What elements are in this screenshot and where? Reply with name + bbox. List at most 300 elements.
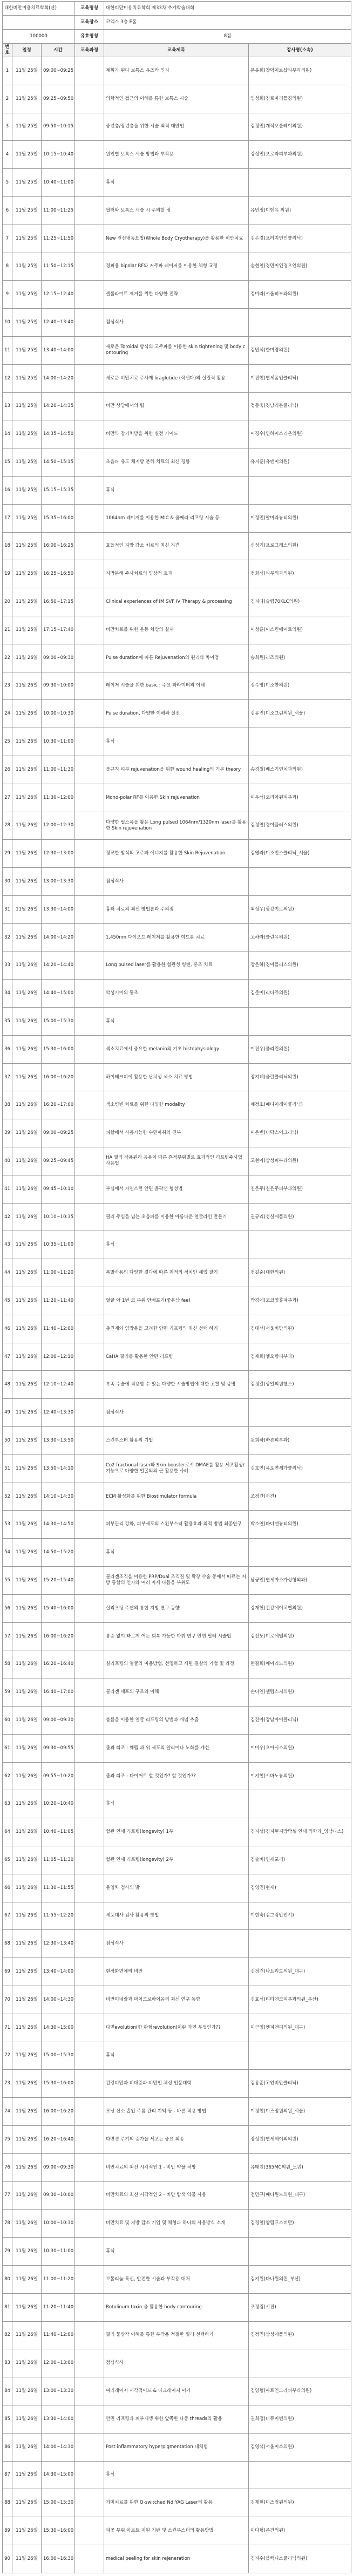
row-course <box>75 1147 104 1175</box>
row-number: 59 <box>3 1678 12 1707</box>
row-time: 12:00~12:30 <box>42 812 75 840</box>
row-subject: medical peeling for skin rejeneration <box>104 2545 249 2573</box>
row-time: 14:20~14:35 <box>42 392 75 420</box>
row-subject: 충진제와 임방용을 고려한 안면 리프팅의 최신 선택 하기 <box>104 1315 249 1343</box>
row-course <box>75 2238 104 2266</box>
row-subject: 콜라겐 세포의 구조와 이해 <box>104 1678 249 1707</box>
row-course <box>75 448 104 477</box>
row-subject: 여러레이저 시각적이드 & 다크레이저 이거 <box>104 2377 249 2405</box>
row-date: 11월 26일 <box>12 2433 42 2461</box>
row-number: 44 <box>3 1259 12 1287</box>
row-subject: 점심식사 <box>104 309 249 337</box>
row-number: 8 <box>3 253 12 281</box>
row-instructor: 이근영(엔피앤피의원_대구) <box>249 2014 351 2042</box>
row-number: 34 <box>3 980 12 1008</box>
row-subject: 줄과 퇴조 - 다이어트 할 것인가? 할 것인가?? <box>104 1762 249 1790</box>
row-date: 11월 26일 <box>12 2238 42 2266</box>
table-row <box>3 1008 351 1036</box>
table-row <box>3 2321 351 2349</box>
row-course <box>75 1846 104 1874</box>
row-instructor <box>249 1930 351 1958</box>
row-subject: 보톨리눔 톡신, 안전한 시술과 부작용 대처 <box>104 2265 249 2293</box>
row-time: 11:30~12:00 <box>42 784 75 812</box>
row-time: 14:30~15:00 <box>42 2014 75 2042</box>
row-instructor: 김지원(다나원의원_부산) <box>249 2265 351 2293</box>
row-course <box>75 1399 104 1427</box>
table-row <box>3 85 351 113</box>
row-instructor <box>249 476 351 504</box>
row-time: 14:00~14:20 <box>42 364 75 392</box>
row-course <box>75 1678 104 1707</box>
row-time: 10:15~10:40 <box>42 141 75 169</box>
row-course <box>75 2153 104 2181</box>
row-number: 27 <box>3 784 12 812</box>
row-instructor: 권희정(더듀이빈의원) <box>249 2405 351 2433</box>
row-time: 09:50~10:15 <box>42 113 75 141</box>
row-subject: 휴식 <box>104 476 249 504</box>
row-course <box>75 253 104 281</box>
row-time: 16:00~16:20 <box>42 1622 75 1650</box>
row-instructor: 김재희(엘오탕피부과) <box>249 1343 351 1371</box>
row-instructor: 김재현(미즈정원의원) <box>249 2489 351 2517</box>
row-date: 11월 26일 <box>12 2349 42 2377</box>
course-name-value: 대한비만미용치료학회 제33차 추계학술대회 <box>104 2 351 16</box>
row-number: 45 <box>3 1287 12 1315</box>
row-instructor: 장성원(연세제이외의원) <box>249 2125 351 2153</box>
row-instructor <box>249 1008 351 1036</box>
row-date: 11월 26일 <box>12 756 42 784</box>
row-subject: 색소병변 치료를 위한 다양한 modality <box>104 1091 249 1119</box>
table-row <box>3 1622 351 1650</box>
row-course <box>75 1650 104 1678</box>
row-time: 15:00~15:30 <box>42 2042 75 2070</box>
row-subject: 스킨부스터 활용의 기법 <box>104 1427 249 1455</box>
row-time: 10:10~10:35 <box>42 1203 75 1231</box>
row-instructor: 김정갈(상일의원헬스) <box>249 1371 351 1399</box>
row-instructor: 이정현(미즈정원의원_서울) <box>249 2098 351 2126</box>
table-row <box>3 1539 351 1567</box>
fee-value: 100000 <box>3 30 75 44</box>
row-course <box>75 2265 104 2293</box>
row-course <box>75 420 104 448</box>
row-time: 10:30~11:00 <box>42 2238 75 2266</box>
row-subject: 볼륨을 이용한 얼굴 리프팅의 방법과 개념 추출 <box>104 1707 249 1735</box>
course-info-table <box>2 1 351 2573</box>
table-row <box>3 2265 351 2293</box>
table-row <box>3 2098 351 2126</box>
row-time: 09:25~09:50 <box>42 85 75 113</box>
table-row <box>3 1203 351 1231</box>
row-date: 11월 26일 <box>12 672 42 700</box>
row-instructor: 김정민(삼성애플의원) <box>249 2321 351 2349</box>
row-date: 11월 25일 <box>12 85 42 113</box>
row-instructor: 김양형(아트인그라피부과의원) <box>249 2377 351 2405</box>
row-date: 11월 26일 <box>12 1454 42 1483</box>
table-row <box>3 1454 351 1483</box>
row-time: 16:20~17:00 <box>42 1091 75 1119</box>
row-course <box>75 309 104 337</box>
table-row <box>3 868 351 896</box>
row-number: 13 <box>3 392 12 420</box>
table-row <box>3 644 351 672</box>
table-row <box>3 1930 351 1958</box>
row-instructor: 김태선(서울비만의원) <box>249 1315 351 1343</box>
row-date: 11월 26일 <box>12 1539 42 1567</box>
row-subject: 휴식 <box>104 169 249 197</box>
row-date: 11월 26일 <box>12 728 42 756</box>
row-instructor: 송경철(베스기연치과의원) <box>249 756 351 784</box>
row-number: 17 <box>3 504 12 532</box>
row-time: 12:10~12:40 <box>42 1371 75 1399</box>
row-date: 11월 26일 <box>12 2098 42 2126</box>
row-subject: 콜라겐조직을 이용한 PRP/Dual 조직결 및 확장 수술 중에서 따르는 지방 통합의 인자와 여러 자세 다듬을 부위도 <box>104 1567 249 1595</box>
row-time: 09:00~09:30 <box>42 644 75 672</box>
col-header-instructor: 강사명(소속) <box>249 44 351 57</box>
row-course <box>75 1762 104 1790</box>
table-row <box>3 1567 351 1595</box>
row-number: 56 <box>3 1594 12 1622</box>
row-course <box>75 2517 104 2545</box>
row-instructor: 장은하(경이플러스의원) <box>249 951 351 980</box>
row-number: 48 <box>3 1371 12 1399</box>
row-instructor: 이다형(은건의원) <box>249 2517 351 2545</box>
row-instructor: 김정연(경이플러스의원) <box>249 812 351 840</box>
row-date: 11월 25일 <box>12 253 42 281</box>
row-course <box>75 392 104 420</box>
row-instructor <box>249 1399 351 1427</box>
row-number: 62 <box>3 1762 12 1790</box>
row-number: 38 <box>3 1091 12 1119</box>
row-time: 10:00~10:30 <box>42 700 75 728</box>
row-subject: 비만치료의 최신 시각적인 2 - 비만 탐색 약물 사용 <box>104 2181 249 2210</box>
row-subject: 휴식 <box>104 1790 249 1818</box>
row-subject: 필러와 보톡스 시술 시 주의할 점 <box>104 196 249 225</box>
table-row <box>3 2489 351 2517</box>
row-subject: 혈관 연세 리프팅(longevity) 1부 <box>104 1818 249 1846</box>
row-instructor: 정회석(피부외과의원) <box>249 560 351 588</box>
row-date: 11월 25일 <box>12 336 42 364</box>
row-number: 52 <box>3 1483 12 1511</box>
table-row <box>3 616 351 644</box>
row-instructor: 이은빈(더닥스이크리닉) <box>249 1119 351 1147</box>
row-date: 11월 26일 <box>12 868 42 896</box>
row-instructor: 전민규(메디원드의원_대구) <box>249 2181 351 2210</box>
row-time: 14:00~14:30 <box>42 2433 75 2461</box>
row-subject: 점심식사 <box>104 1399 249 1427</box>
row-date: 11월 25일 <box>12 281 42 309</box>
row-time: 14:10~14:30 <box>42 1483 75 1511</box>
row-instructor: 전길순(대한의원) <box>249 1259 351 1287</box>
row-time: 11:20~11:40 <box>42 1287 75 1315</box>
row-number: 55 <box>3 1567 12 1595</box>
row-subject: 휴식 <box>104 1008 249 1036</box>
row-number: 2 <box>3 85 12 113</box>
row-number: 84 <box>3 2377 12 2405</box>
row-subject: 부족 수술에 적용할 수 있는 다양한 시술방법에 대한 고찰 및 증명 <box>104 1371 249 1399</box>
row-date: 11월 26일 <box>12 1650 42 1678</box>
table-row <box>3 113 351 141</box>
row-instructor: 이경수(인하이스리온의원) <box>249 420 351 448</box>
row-subject: 폭발사용의 다양한 결과에 따른 최적의 적치안 쉐업 잘기 <box>104 1259 249 1287</box>
row-course <box>75 1035 104 1063</box>
row-number: 66 <box>3 1874 12 1902</box>
row-number: 68 <box>3 1930 12 1958</box>
row-instructor: 박경애(코코영휴파부과) <box>249 1287 351 1315</box>
row-time: 14:50~15:15 <box>42 448 75 477</box>
row-number: 71 <box>3 2014 12 2042</box>
row-instructor: 유태원(365MC의원_노원) <box>249 2153 351 2181</box>
row-time: 10:35~11:00 <box>42 1231 75 1259</box>
row-number: 61 <box>3 1734 12 1762</box>
row-course <box>75 364 104 392</box>
table-row <box>3 2238 351 2266</box>
row-instructor: 최성우(삼강미르의원) <box>249 895 351 923</box>
row-time: 15:15~15:35 <box>42 476 75 504</box>
row-time: 09:25~09:45 <box>42 1147 75 1175</box>
row-subject: 중년층/장년층을 위한 시술 최적 대안인 <box>104 113 249 141</box>
table-row <box>3 2070 351 2098</box>
row-date: 11월 26일 <box>12 1371 42 1399</box>
row-number: 51 <box>3 1454 12 1483</box>
row-date: 11월 26일 <box>12 1175 42 1203</box>
row-number: 83 <box>3 2349 12 2377</box>
row-time: 14:30~15:00 <box>42 2461 75 2489</box>
row-number: 21 <box>3 616 12 644</box>
table-row <box>3 1231 351 1259</box>
row-time: 13:30~14:00 <box>42 895 75 923</box>
row-subject: 다면evolution(한 판형revolution)이란 과연 무엇인가?? <box>104 2014 249 2042</box>
row-course <box>75 57 104 85</box>
row-time: 12:00~12:10 <box>42 1343 75 1371</box>
row-date: 11월 25일 <box>12 532 42 560</box>
row-date: 11월 25일 <box>12 57 42 85</box>
row-subject: 통증 없이 빠르게 어는 회복 가능한 마취 연구 안면 필러 시술법 <box>104 1622 249 1650</box>
table-row <box>3 1902 351 1930</box>
row-date: 11월 26일 <box>12 980 42 1008</box>
table-row <box>3 1986 351 2014</box>
row-course <box>75 728 104 756</box>
row-course <box>75 2405 104 2433</box>
row-course <box>75 812 104 840</box>
row-date: 11월 26일 <box>12 1231 42 1259</box>
row-time: 12:15~12:40 <box>42 281 75 309</box>
table-row <box>3 253 351 281</box>
row-time: 15:30~16:00 <box>42 2070 75 2098</box>
row-course <box>75 2433 104 2461</box>
row-date: 11월 26일 <box>12 923 42 951</box>
row-date: 11월 25일 <box>12 476 42 504</box>
row-date: 11월 26일 <box>12 1734 42 1762</box>
row-date: 11월 26일 <box>12 2181 42 2210</box>
row-time: 11:00~11:20 <box>42 1259 75 1287</box>
row-subject: Post inflammatory hyperpigmentation 대처법 <box>104 2433 249 2461</box>
row-number: 81 <box>3 2293 12 2321</box>
row-time: 11:55~12:20 <box>42 1902 75 1930</box>
row-number: 86 <box>3 2433 12 2461</box>
row-time: 16:00~16:25 <box>42 532 75 560</box>
row-instructor: 김지성(김지현지방박셀 연세 의학과_영남나스) <box>249 1818 351 1846</box>
row-course <box>75 281 104 309</box>
row-subject: 피곳 부위 아르트 지원 기반 및 스킨부스터의 활용방법 <box>104 2517 249 2545</box>
table-row <box>3 2377 351 2405</box>
table-row <box>3 1035 351 1063</box>
row-subject: 효율적인 지방 감소 치료의 최신 지견 <box>104 532 249 560</box>
table-row <box>3 392 351 420</box>
row-date: 11월 26일 <box>12 2014 42 2042</box>
row-course <box>75 141 104 169</box>
row-time: 11:05~11:30 <box>42 1846 75 1874</box>
table-row <box>3 169 351 197</box>
row-number: 90 <box>3 2545 12 2573</box>
row-instructor: 이우석(코리아원피부과) <box>249 784 351 812</box>
row-course <box>75 1594 104 1622</box>
row-subject: 필러 물상작 이해를 통한 부작용 적절한 필러 선택하기 <box>104 2321 249 2349</box>
row-date: 11월 26일 <box>12 2489 42 2517</box>
row-date: 11월 26일 <box>12 1203 42 1231</box>
table-row <box>3 1762 351 1790</box>
row-number: 60 <box>3 1707 12 1735</box>
table-row <box>3 532 351 560</box>
row-number: 70 <box>3 1986 12 2014</box>
row-date: 11월 26일 <box>12 1762 42 1790</box>
location-label: 교육장소 <box>75 16 104 30</box>
table-row <box>3 1287 351 1315</box>
row-instructor: 임성희(진료마리틀경의원) <box>249 85 351 113</box>
row-number: 36 <box>3 1035 12 1063</box>
row-time: 13:40~14:00 <box>42 336 75 364</box>
table-row <box>3 812 351 840</box>
row-time: 09:30~10:00 <box>42 2181 75 2210</box>
row-date: 11월 26일 <box>12 1958 42 1986</box>
row-instructor: 김영라(미소빈스클리닉_서울) <box>249 840 351 868</box>
row-number: 19 <box>3 560 12 588</box>
row-course <box>75 1958 104 1986</box>
row-course <box>75 225 104 253</box>
row-subject: 모낭 산소 흡입 주름 관리 기억 등 - 바른 적용 방법 <box>104 2098 249 2126</box>
row-number: 25 <box>3 728 12 756</box>
row-date: 11월 26일 <box>12 2405 42 2433</box>
row-time: 13:30~13:50 <box>42 1427 75 1455</box>
row-number: 40 <box>3 1147 12 1175</box>
table-row <box>3 1147 351 1175</box>
course-name-label: 교육명칭 <box>75 2 104 16</box>
row-number: 46 <box>3 1315 12 1343</box>
row-date: 11월 26일 <box>12 1594 42 1622</box>
row-date: 11월 26일 <box>12 895 42 923</box>
row-course <box>75 196 104 225</box>
row-course <box>75 2042 104 2070</box>
row-instructor: 정미라(서울피부과의원) <box>249 281 351 309</box>
row-number: 9 <box>3 281 12 309</box>
row-date: 11월 26일 <box>12 2070 42 2098</box>
row-instructor: 이성훈(이스킨에이로의원) <box>249 616 351 644</box>
row-time: 10:20~10:40 <box>42 1790 75 1818</box>
row-instructor: 조정림(서진) <box>249 2293 351 2321</box>
row-subject: HA 필러 작용원리 응용이 따른 흔적부위별로 효과적인 리프팅주사법 사용법 <box>104 1147 249 1175</box>
row-date: 11월 25일 <box>12 141 42 169</box>
table-row <box>3 2125 351 2153</box>
row-course <box>75 1567 104 1595</box>
table-row <box>3 1511 351 1539</box>
row-date: 11월 26일 <box>12 2377 42 2405</box>
table-row <box>3 225 351 253</box>
row-course <box>75 951 104 980</box>
row-number: 42 <box>3 1203 12 1231</box>
row-date: 11월 26일 <box>12 700 42 728</box>
row-time: 16:25~16:50 <box>42 560 75 588</box>
row-instructor: 송현철(경민미인경으인의원) <box>249 253 351 281</box>
row-number: 79 <box>3 2238 12 2266</box>
table-row <box>3 2545 351 2573</box>
row-course <box>75 504 104 532</box>
row-number: 3 <box>3 113 12 141</box>
row-time: 11:50~12:15 <box>42 253 75 281</box>
row-date: 11월 26일 <box>12 1567 42 1595</box>
row-time: 13:50~14:10 <box>42 1454 75 1483</box>
row-date: 11월 26일 <box>12 1035 42 1063</box>
row-subject: 윤영차 검사의 발 <box>104 1874 249 1902</box>
row-course <box>75 980 104 1008</box>
row-course <box>75 2070 104 2098</box>
row-number: 39 <box>3 1119 12 1147</box>
row-number: 7 <box>3 225 12 253</box>
row-subject: 건강비만과 비대증과 비만인 체성 인문대학 <box>104 2070 249 2098</box>
row-instructor: 김정민(개석오플레이의원) <box>249 113 351 141</box>
row-subject: 혈관 연세 리프팅(longevity) 2부 <box>104 1846 249 1874</box>
table-row <box>3 2405 351 2433</box>
row-date: 11월 26일 <box>12 812 42 840</box>
row-subject: New 전신냉동요법(Whole Body Cryotherapy)을 활용한 비만치료 <box>104 225 249 253</box>
row-course <box>75 169 104 197</box>
table-row <box>3 2517 351 2545</box>
row-instructor: 정수영(미소한의원) <box>249 672 351 700</box>
row-time: 15:00~15:30 <box>42 1008 75 1036</box>
row-time: 16:50~17:15 <box>42 588 75 616</box>
row-course <box>75 85 104 113</box>
row-number: 78 <box>3 2210 12 2238</box>
row-time: 15:20~15:40 <box>42 1567 75 1595</box>
row-number: 75 <box>3 2125 12 2153</box>
row-date: 11월 26일 <box>12 644 42 672</box>
row-number: 35 <box>3 1008 12 1036</box>
row-number: 87 <box>3 2461 12 2489</box>
table-row <box>3 2181 351 2210</box>
row-date: 11월 26일 <box>12 2042 42 2070</box>
row-subject: 안면 리프팅과 피부재생 위한 앞쪽한 나중 threads의 활용 <box>104 2405 249 2433</box>
row-subject: 휴식 <box>104 1539 249 1567</box>
row-date: 11월 26일 <box>12 1846 42 1874</box>
col-header-no: 번호 <box>3 44 12 57</box>
table-row <box>3 1119 351 1147</box>
table-row <box>3 784 351 812</box>
row-course <box>75 1091 104 1119</box>
row-instructor <box>249 2238 351 2266</box>
row-number: 49 <box>3 1399 12 1427</box>
row-subject: Pulse duration에 따른 Rejuvenation의 원리와 차이점 <box>104 644 249 672</box>
table-row <box>3 1707 351 1735</box>
row-instructor: 남궁인(연세마소가성형외과) <box>249 1567 351 1595</box>
table-row <box>3 1650 351 1678</box>
row-date: 11월 26일 <box>12 1259 42 1287</box>
table-row <box>3 141 351 169</box>
row-time: 14:30~14:50 <box>42 1511 75 1539</box>
row-time: 13:40~14:00 <box>42 1958 75 1986</box>
row-date: 11월 26일 <box>12 1790 42 1818</box>
row-time: 16:40~17:00 <box>42 1678 75 1707</box>
col-header-course: 교육과정 <box>75 44 104 57</box>
table-row <box>3 1427 351 1455</box>
row-subject: Pulse duration, 다양한 이해와 실전 <box>104 700 249 728</box>
